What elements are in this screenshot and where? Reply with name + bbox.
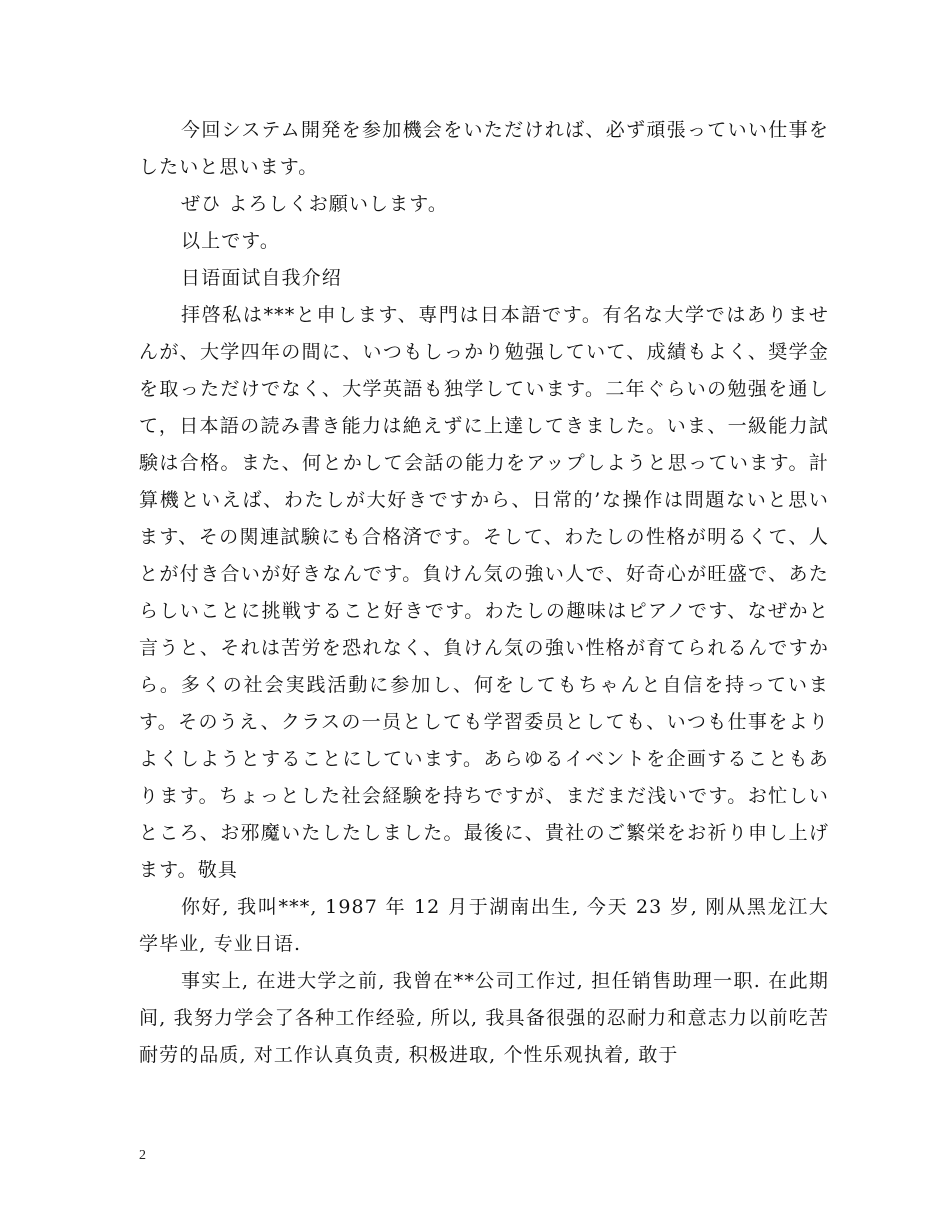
page-number: 2 [139,1148,146,1163]
paragraph-system-development: 今回システム開発を参加機会をいただければ、必ず頑張っていい仕事をしたいと思います。 [139,119,829,178]
paragraph-request: ぜひ よろしくお願いします。 [181,193,448,215]
paragraph-closing: 以上です。 [181,230,280,252]
document-body [139,112,829,1074]
paragraph-japanese-introduction: 拝啓私は***と申します、専門は日本語です。有名な大学ではありませんが、大学四年の間に、いつもしっかり勉强していて、成績もよく、奨学金を取っただけでなく、大学英語も独学しています。二年ぐらいの勉强を通して，日本語の読み書き能力は絶えずに上達してきました。いま、一級能力試験は合格。また、何とかして会話の能力をアップしようと思っています。計算機といえば、わたしが大好きですから、日常的’な操作は問題ないと思います、その関連試験にも合格済です。そして、わたしの性格が明るくて、人とが付き合いが好きなんです。負けん気の強い人で、好奇心が旺盛で、あたらしいことに挑戦すること好きです。わたしの趣味はピアノです、なぜかと言うと、それは苦労を恐れなく、負けん気の強い性格が育てられるんですから。多くの社会実践活動に参加し、何をしてもちゃんと自信を持っています。そのうえ、クラスの一员としても学習委员としても、いつも仕事をよりよくしようとすることにしています。あらゆるイベントを企画することもあります。ちょっとした社会経験を持ちですが、まだまだ浅いです。お忙しいところ、お邪魔いたしたしました。最後に、貴社のご繁栄をお祈り申し上げます。敬具 [139,304,829,881]
paragraph-chinese-greeting: 你好, 我叫***, 1987 年 12 月于湖南出生, 今天 23 岁, 刚从黑龙江大学毕业, 专业日语. [139,896,829,955]
section-heading: 日语面试自我介绍 [181,267,342,289]
paragraph-work-experience: 事实上, 在进大学之前, 我曾在**公司工作过, 担任销售助理一职. 在此期间, 我努力学会了各种工作经验, 所以, 我具备很强的忍耐力和意志力以前吃苦耐劳的品质, 对工作认真负责, 积极进取, 个性乐观执着, 敢于 [139,970,829,1066]
